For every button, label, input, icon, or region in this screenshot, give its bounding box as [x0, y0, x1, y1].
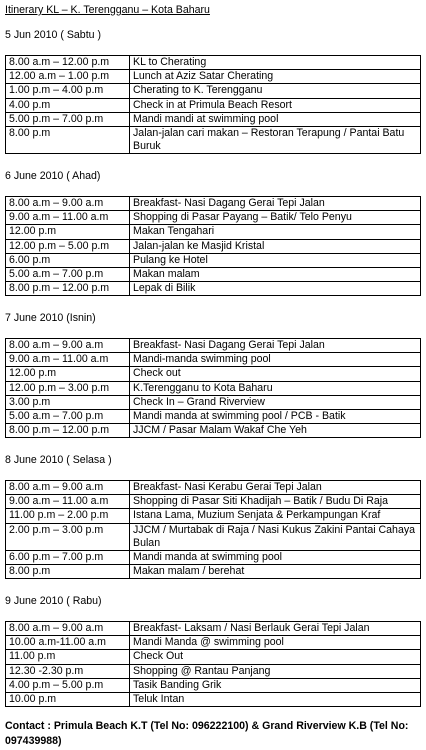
table-row: [6, 622, 421, 636]
table-row: [6, 253, 421, 267]
contact-info: [5, 719, 421, 749]
day-heading: 5 Jun 2010 ( Sabtu ): [5, 29, 101, 41]
activity-cell: Jalan-jalan ke Masjid Kristal: [130, 239, 421, 253]
activity-cell: Cherating to K. Terengganu: [130, 84, 421, 98]
time-cell: 12.00 p.m: [6, 367, 130, 381]
table-row: [6, 211, 421, 225]
activity-cell: Shopping @ Rantau Panjang: [130, 664, 421, 678]
time-cell: 12.30 -2.30 p.m: [6, 664, 130, 678]
activity-cell: Pulang ke Hotel: [130, 253, 421, 267]
table-row: [6, 650, 421, 664]
time-cell: 10.00 a.m-11.00 a.m: [6, 636, 130, 650]
activity-cell: Breakfast- Nasi Dagang Gerai Tepi Jalan: [130, 339, 421, 353]
activity-cell: Mandi manda at swimming pool / PCB - Batik: [130, 410, 421, 424]
time-cell: 6.00 p.m – 7.00 p.m: [6, 551, 130, 565]
time-cell: 11.00 p.m – 2.00 p.m: [6, 509, 130, 523]
activity-cell: Lepak di Bilik: [130, 282, 421, 296]
table-row: [6, 395, 421, 409]
table-row: [6, 70, 421, 84]
activity-cell: Makan Tengahari: [130, 225, 421, 239]
activity-cell: Teluk Intan: [130, 693, 421, 707]
time-cell: 12.00 p.m – 5.00 p.m: [6, 239, 130, 253]
time-cell: 8.00 p.m – 12.00 p.m: [6, 282, 130, 296]
time-cell: 8.00 a.m – 9.00 a.m: [6, 622, 130, 636]
schedule-table: [5, 621, 421, 707]
time-cell: 2.00 p.m – 3.00 p.m: [6, 523, 130, 550]
activity-cell: Mandi mandi at swimming pool: [130, 112, 421, 126]
table-row: [6, 225, 421, 239]
table-row: [6, 239, 421, 253]
table-row: [6, 98, 421, 112]
schedule-table: [5, 55, 421, 154]
itinerary-title: Itinerary KL – K. Terengganu – Kota Baharu: [5, 4, 210, 16]
activity-cell: Makan malam / berehat: [130, 565, 421, 579]
activity-cell: Shopping di Pasar Payang – Batik/ Telo Penyu: [130, 211, 421, 225]
activity-cell: Mandi manda at swimming pool: [130, 551, 421, 565]
schedule-table: [5, 196, 421, 296]
table-row: [6, 282, 421, 296]
time-cell: 9.00 a.m – 11.00 a.m: [6, 211, 130, 225]
time-cell: 5.00 a.m – 7.00 p.m: [6, 268, 130, 282]
table-row: [6, 424, 421, 438]
activity-cell: Istana Lama, Muzium Senjata & Perkampungan Kraf: [130, 509, 421, 523]
activity-cell: Breakfast- Nasi Dagang Gerai Tepi Jalan: [130, 197, 421, 211]
activity-cell: Jalan-jalan cari makan – Restoran Terapung / Pantai Batu Buruk: [130, 127, 421, 154]
activity-cell: Mandi-manda swimming pool: [130, 353, 421, 367]
time-cell: 12.00 p.m: [6, 225, 130, 239]
table-row: [6, 268, 421, 282]
time-cell: 8.00 a.m – 12.00 p.m: [6, 56, 130, 70]
table-row: [6, 367, 421, 381]
day-heading: 8 June 2010 ( Selasa ): [5, 454, 112, 466]
contact-label: Contact: [5, 720, 45, 732]
time-cell: 8.00 a.m – 9.00 a.m: [6, 197, 130, 211]
table-row: [6, 551, 421, 565]
activity-cell: JJCM / Pasar Malam Wakaf Che Yeh: [130, 424, 421, 438]
activity-cell: Check out: [130, 367, 421, 381]
time-cell: 1.00 p.m – 4.00 p.m: [6, 84, 130, 98]
activity-cell: Breakfast- Laksam / Nasi Berlauk Gerai Tepi Jalan: [130, 622, 421, 636]
table-row: [6, 112, 421, 126]
table-row: [6, 509, 421, 523]
table-row: [6, 353, 421, 367]
time-cell: 8.00 a.m – 9.00 a.m: [6, 339, 130, 353]
day-heading: 7 June 2010 (Isnin): [5, 312, 96, 324]
activity-cell: Lunch at Aziz Satar Cherating: [130, 70, 421, 84]
time-cell: 6.00 p.m: [6, 253, 130, 267]
table-row: [6, 481, 421, 495]
day-heading: 6 June 2010 ( Ahad): [5, 170, 101, 182]
table-row: [6, 693, 421, 707]
table-row: [6, 381, 421, 395]
activity-cell: K.Terengganu to Kota Baharu: [130, 381, 421, 395]
activity-cell: Shopping di Pasar Siti Khadijah – Batik / Budu Di Raja: [130, 495, 421, 509]
table-row: [6, 127, 421, 154]
time-cell: 10.00 p.m: [6, 693, 130, 707]
table-row: [6, 197, 421, 211]
activity-cell: Tasik Banding Grik: [130, 678, 421, 692]
time-cell: 5.00 p.m – 7.00 p.m: [6, 112, 130, 126]
activity-cell: Mandi Manda @ swimming pool: [130, 636, 421, 650]
table-row: [6, 523, 421, 550]
time-cell: 4.00 p.m – 5.00 p.m: [6, 678, 130, 692]
time-cell: 11.00 p.m: [6, 650, 130, 664]
table-row: [6, 664, 421, 678]
time-cell: 12.00 p.m – 3.00 p.m: [6, 381, 130, 395]
time-cell: 9.00 a.m – 11.00 a.m: [6, 353, 130, 367]
table-row: [6, 678, 421, 692]
table-row: [6, 410, 421, 424]
schedule-table: [5, 338, 421, 438]
schedule-table: [5, 480, 421, 579]
table-row: [6, 56, 421, 70]
table-row: [6, 84, 421, 98]
day-heading: 9 June 2010 ( Rabu): [5, 595, 102, 607]
time-cell: 4.00 p.m: [6, 98, 130, 112]
time-cell: 12.00 a.m – 1.00 p.m: [6, 70, 130, 84]
table-row: [6, 636, 421, 650]
activity-cell: JJCM / Murtabak di Raja / Nasi Kukus Zakini Pantai Cahaya Bulan: [130, 523, 421, 550]
table-row: [6, 565, 421, 579]
time-cell: 8.00 p.m: [6, 565, 130, 579]
time-cell: 8.00 p.m: [6, 127, 130, 154]
activity-cell: Check in at Primula Beach Resort: [130, 98, 421, 112]
activity-cell: Check Out: [130, 650, 421, 664]
activity-cell: Check In – Grand Riverview: [130, 395, 421, 409]
activity-cell: KL to Cherating: [130, 56, 421, 70]
time-cell: 5.00 a.m – 7.00 p.m: [6, 410, 130, 424]
time-cell: 3.00 p.m: [6, 395, 130, 409]
table-row: [6, 339, 421, 353]
activity-cell: Makan malam: [130, 268, 421, 282]
time-cell: 8.00 p.m – 12.00 p.m: [6, 424, 130, 438]
time-cell: 8.00 a.m – 9.00 a.m: [6, 481, 130, 495]
time-cell: 9.00 a.m – 11.00 a.m: [6, 495, 130, 509]
contact-text: : Primula Beach K.T (Tel No: 096222100) & Grand Riverview K.B (Tel No: 097439988): [5, 720, 409, 747]
activity-cell: Breakfast- Nasi Kerabu Gerai Tepi Jalan: [130, 481, 421, 495]
table-row: [6, 495, 421, 509]
